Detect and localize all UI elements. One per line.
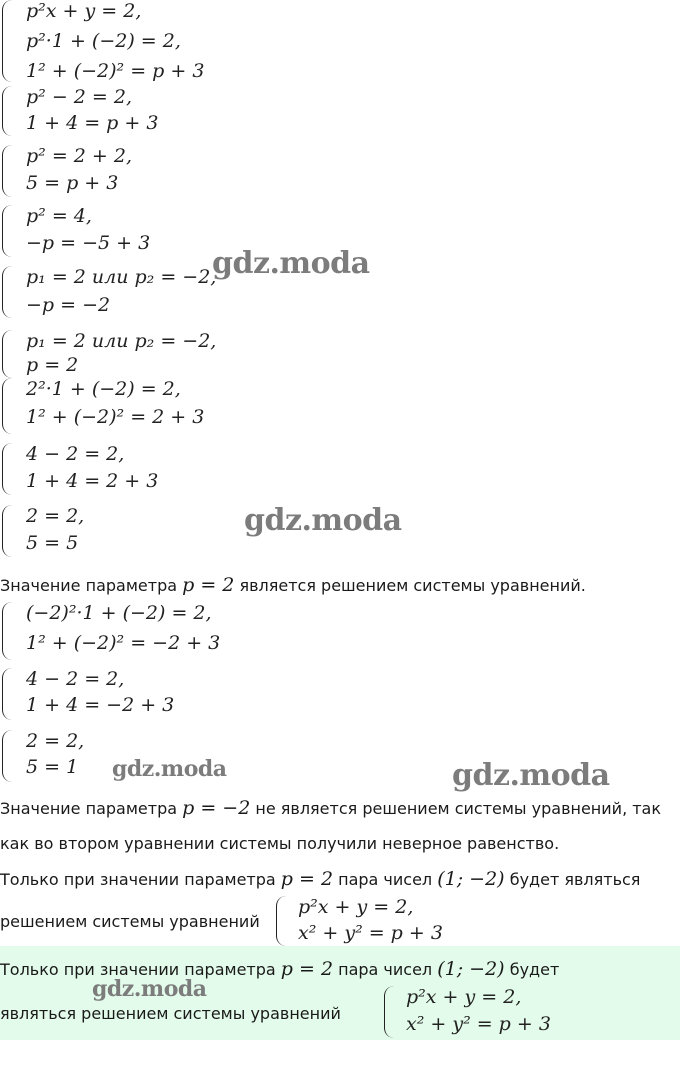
brace (2, 205, 13, 257)
brace (276, 896, 287, 946)
equation-line: 5 = 1 (26, 756, 79, 778)
conclusion-p-negative (0, 797, 661, 819)
text: будет (504, 960, 560, 979)
conclusion-p-positive (0, 574, 586, 596)
equation-line: 1² + (−2)² = −2 + 3 (26, 632, 221, 654)
equation-line: p₁ = 2 или p₂ = −2, (26, 266, 217, 288)
equation-line: 1 + 4 = p + 3 (26, 112, 159, 134)
equation-line: 1 + 4 = −2 + 3 (26, 694, 175, 716)
equation-line: x² + y² = p + 3 (298, 922, 443, 944)
math: p = 2 (280, 958, 334, 980)
watermark: gdz.moda (244, 503, 402, 538)
equation-line: p²x + y = 2, (26, 0, 142, 22)
watermark: gdz.moda (92, 976, 207, 1002)
final-statement-line2: решением системы уравнений (0, 912, 260, 931)
equation-line: p² = 2 + 2, (26, 145, 132, 167)
brace (2, 668, 13, 720)
final-statement (0, 868, 640, 890)
text: Значение параметра (0, 799, 183, 818)
equation-line: 2 = 2, (26, 505, 85, 527)
text: Значение параметра (0, 576, 183, 595)
brace (2, 0, 13, 82)
brace (2, 266, 13, 318)
math: p = −2 (182, 797, 251, 819)
equation-line: p² = 4, (26, 205, 92, 227)
brace (2, 86, 13, 136)
brace (2, 730, 13, 782)
equation-line: 1 + 4 = 2 + 3 (26, 470, 159, 492)
equation-line: −p = −5 + 3 (26, 232, 151, 254)
equation-line: 5 = p + 3 (26, 172, 119, 194)
equation-line: 5 = 5 (26, 532, 79, 554)
answer-line1 (0, 958, 559, 980)
equation-line: p = 2 (26, 354, 79, 376)
text: Только при значении параметра (0, 960, 281, 979)
answer-line2: являться решением системы уравнений (0, 1004, 341, 1023)
math: p = 2 (182, 574, 235, 596)
brace (384, 986, 395, 1038)
text: будет являться (504, 870, 641, 889)
math: (1; −2) (437, 958, 505, 980)
equation-line: 1² + (−2)² = p + 3 (26, 60, 205, 82)
equation-line: p²·1 + (−2) = 2, (26, 30, 181, 52)
brace (2, 378, 13, 434)
equation-line: −p = −2 (26, 294, 111, 316)
brace (2, 443, 13, 495)
equation-line: 2 = 2, (26, 730, 85, 752)
equation-line: x² + y² = p + 3 (406, 1013, 551, 1035)
conclusion-p-negative-line2: как во втором уравнении системы получили неверное равенство. (0, 834, 560, 853)
equation-line: 1² + (−2)² = 2 + 3 (26, 406, 205, 428)
brace (2, 602, 13, 660)
math: p = 2 (280, 868, 334, 890)
text: Только при значении параметра (0, 870, 281, 889)
brace (2, 145, 13, 197)
equation-line: p²x + y = 2, (298, 896, 414, 918)
equation-line: 4 − 2 = 2, (26, 668, 125, 690)
equation-line: (−2)²·1 + (−2) = 2, (26, 602, 212, 624)
text: не является решением системы уравнений, так (250, 799, 662, 818)
equation-line: p₁ = 2 или p₂ = −2, (26, 330, 217, 352)
text: пара чисел (333, 960, 438, 979)
math: (1; −2) (437, 868, 505, 890)
watermark: gdz.moda (452, 758, 610, 793)
brace (2, 330, 13, 378)
watermark: gdz.moda (212, 246, 370, 281)
equation-line: 2²·1 + (−2) = 2, (26, 378, 181, 400)
text: пара чисел (333, 870, 438, 889)
equation-line: p² − 2 = 2, (26, 86, 132, 108)
equation-line: 4 − 2 = 2, (26, 443, 125, 465)
equation-line: p²x + y = 2, (406, 986, 522, 1008)
brace (2, 505, 13, 557)
text: является решением системы уравнений. (234, 576, 586, 595)
watermark: gdz.moda (112, 756, 227, 782)
